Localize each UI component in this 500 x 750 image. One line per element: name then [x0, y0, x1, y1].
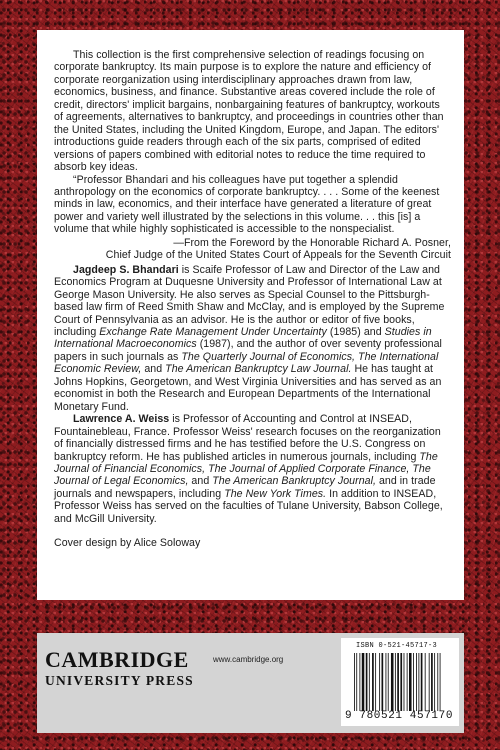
intro-paragraph: This collection is the first comprehensive selection of readings focusing on corporate bankruptcy. Its main purpose is to explore the nature and efficiency of corporate reorganization using interdisciplinary approaches drawn from law, economics, business, and finance. Substantive areas covered include the role of credit, directors' implicit bargains, nonbargaining features of bankruptcy, workouts of agreements, alternatives to bankruptcy, and proceedings in countries other than the United States, including the United Kingdom, Europe, and Japan. The editors' introductions guide readers through each of the six parts, comprised of edited versions of papers combined with editorial notes to reduce the time required to absorb key ideas.: [54, 49, 444, 174]
author-bio-bhandari: Jagdeep S. Bhandari is Scaife Professor of Law and Director of the Law and Economics Program at Duquesne University and Professor of International Law at George Mason University. He also serves as Special Counsel to the Pittsburgh-based law firm of Reed Smith Shaw and McClay, and is employed by the Supreme Court of Pennsylvania as an advisor. He is the author or editor of five books, including Exchange Rate Management Under Uncertainty (1985) and Studies in International Macroeconomics (1987), and the author of over seventy professional papers in such journals as The Quarterly Journal of Economics, The International Economic Review, and The American Bankruptcy Law Journal. He has taught at Johns Hopkins, Georgetown, and West Virginia Universities and has served as an economist in both the Research and European Departments of the International Monetary Fund.: [54, 263, 445, 413]
author-name-weiss: Lawrence A. Weiss: [73, 413, 170, 426]
author-name-bhandari: Jagdeep S. Bhandari: [73, 263, 179, 276]
quote-attribution-line1: —From the Foreword by the Honorable Richard A. Posner,: [173, 236, 451, 249]
publisher-website[interactable]: www.cambridge.org: [213, 655, 284, 664]
isbn-label: ISBN 0-521-45717-3: [356, 642, 438, 650]
publisher-name-line2: UNIVERSITY PRESS: [45, 673, 194, 688]
back-cover-text-panel: [37, 30, 464, 600]
barcode-number: 9 780521 457170: [345, 710, 454, 722]
barcode-icon: [354, 653, 452, 711]
barcode-block: [341, 638, 459, 726]
publisher-logo: [45, 649, 194, 689]
quote-attribution-line2: Chief Judge of the United States Court of Appeals for the Seventh Circuit: [105, 249, 451, 262]
author-bio-weiss: Lawrence A. Weiss is Professor of Accounting and Control at INSEAD, Fountainebleau, France. Professor Weiss' research focuses on the reorganization of financially distressed firms and he has testified before the U.S. Congress on bankruptcy reform. He has published articles in numerous journals, including The Journal of Financial Economics, The Journal of Applied Corporate Finance, The Journal of Legal Economics, and The American Bankruptcy Journal, and in trade journals and newspapers, including The New York Times. In addition to INSEAD, Professor Weiss has served on the faculties of Tulane University, Babson College, and McGill University.: [54, 413, 443, 525]
cover-design-credit: Cover design by Alice Soloway: [54, 537, 201, 550]
foreword-quote: “Professor Bhandari and his colleagues have put together a splendid anthropology on the economics of corporate bankruptcy. . . . Some of the keenest minds in law, economics, and their interface have generated a literature of great power and variety well illustrated by the selections in this volume. . . this [is] a volume that while highly sophisticated is accessible to the nonspecialist.: [54, 173, 440, 236]
publisher-footer: [37, 633, 464, 733]
publisher-name-line1: CAMBRIDGE: [45, 647, 189, 672]
